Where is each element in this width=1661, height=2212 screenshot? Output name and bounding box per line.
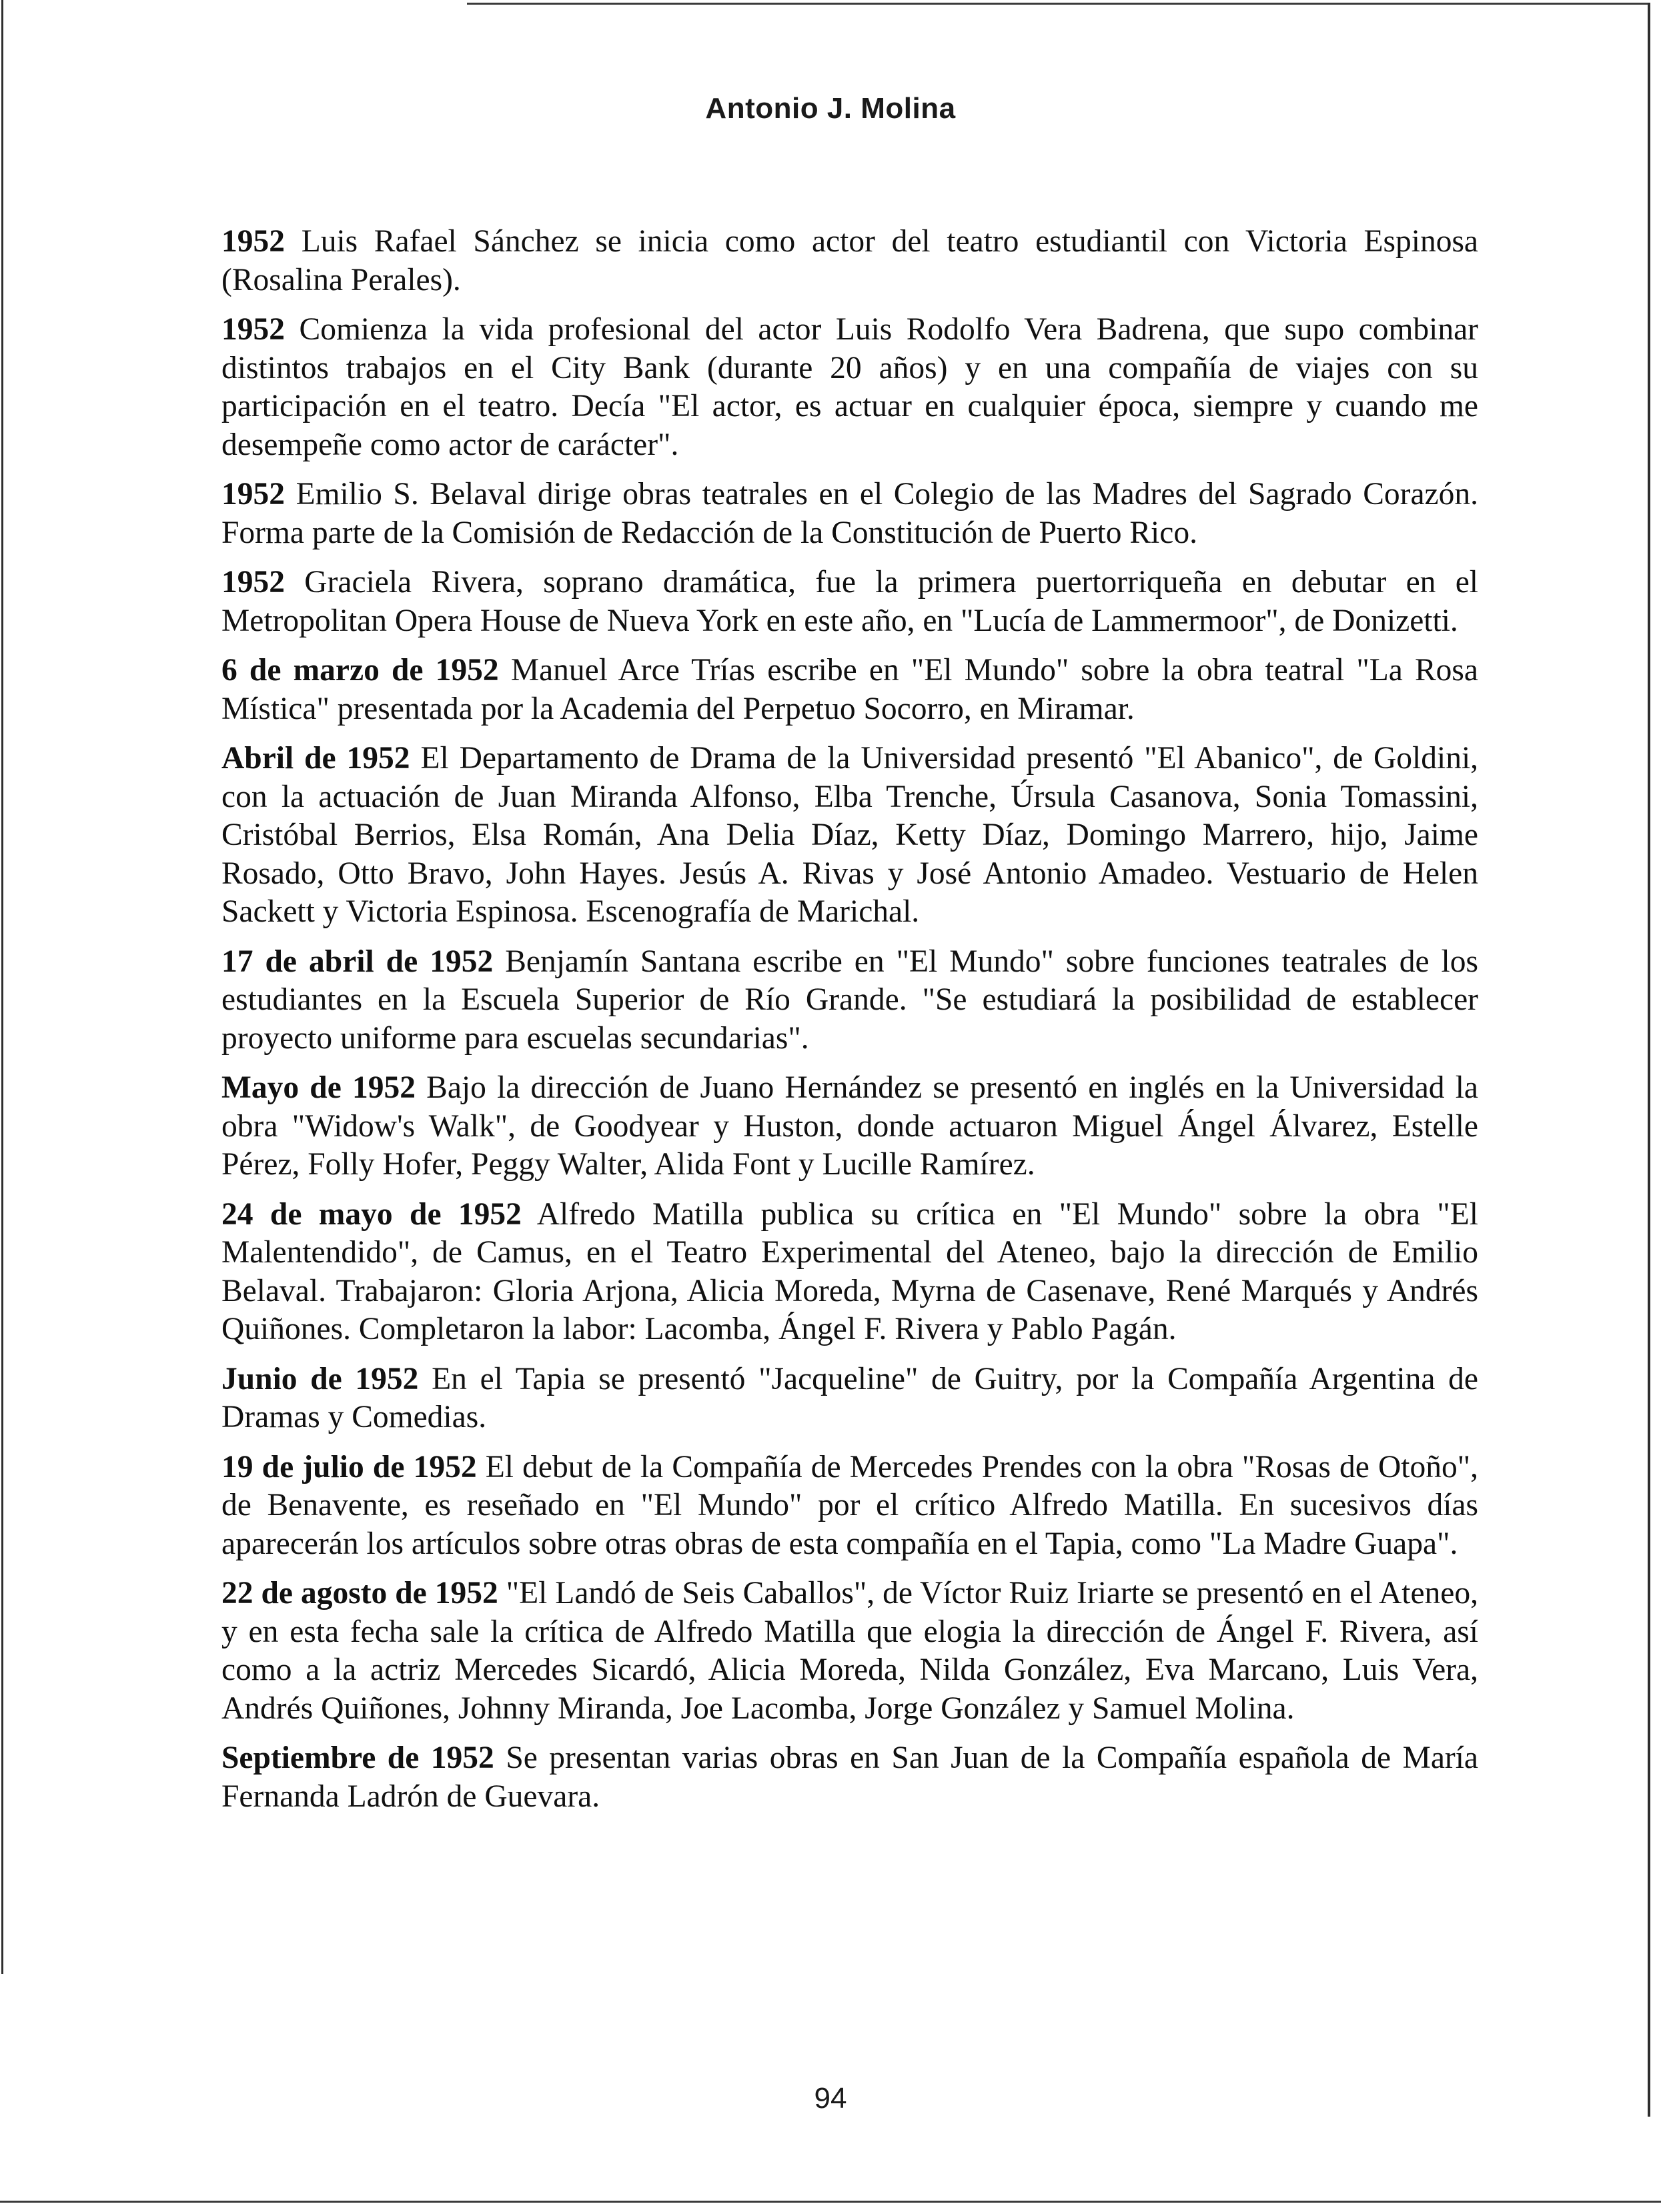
chronology-entry: [221, 1739, 1478, 1816]
entry-text: Se presentan varias obras en San Juan de la Compañía española de María Fernanda Ladrón de Guevara.: [221, 1741, 1479, 1814]
entry-date: 19 de julio de 1952: [221, 1449, 477, 1484]
chronology-entry: [221, 1574, 1478, 1728]
entry-text: Bajo la dirección de Juano Hernández se presentó en inglés en la Universidad la obra "Widow's Walk", de Goodyear y Huston, donde actuaron Miguel Ángel Álvarez, Estelle Pérez, Folly Hofer, Peggy Walter, Alida Font y Lucille Ramírez.: [221, 1070, 1479, 1182]
entry-text: "El Landó de Seis Caballos", de Víctor Ruiz Iriarte se presentó en el Ateneo, y en esta fecha sale la crítica de Alfredo Matilla que elogia la dirección de Ángel F. Rivera, así como a la actriz Mercedes Sicardó, Alicia Moreda, Nilda González, Eva Marcano, Luis Vera, Andrés Quiñones, Johnny Miranda, Joe Lacomba, Jorge González y Samuel Molina.: [221, 1576, 1478, 1726]
entry-date: 17 de abril de 1952: [221, 944, 494, 979]
chronology-entry: [221, 223, 1478, 299]
entry-date: Mayo de 1952: [221, 1070, 416, 1105]
entry-text: Graciela Rivera, soprano dramática, fue la primera puertorriqueña en debutar en el Metropolitan Opera House de Nueva York en este año, en "Lucía de Lammermoor", de Donizetti.: [221, 565, 1478, 638]
top-border-rule: [467, 3, 1648, 5]
entry-text: Benjamín Santana escribe en "El Mundo" sobre funciones teatrales de los estudiantes en la Escuela Superior de Río Grande. "Se estudiará la posibilidad de establecer proyecto uniforme para escuelas secundarias".: [221, 944, 1478, 1056]
entry-date: 1952: [221, 565, 285, 600]
bottom-border-rule: [0, 2201, 1661, 2203]
entry-date: Abril de 1952: [221, 741, 410, 776]
chronology-entry: [221, 1196, 1478, 1349]
entry-date: 1952: [221, 224, 285, 259]
chronology-entry: [221, 1360, 1478, 1437]
chronology-body: [221, 223, 1478, 1827]
entry-text: En el Tapia se presentó "Jacqueline" de Guitry, por la Compañía Argentina de Dramas y Comedias.: [221, 1361, 1478, 1434]
chronology-entry: [221, 475, 1478, 552]
entry-text: Luis Rafael Sánchez se inicia como actor del teatro estudiantil con Victoria Espinosa (Rosalina Perales).: [221, 224, 1479, 297]
entry-date: 22 de agosto de 1952: [221, 1576, 498, 1610]
entry-date: 24 de mayo de 1952: [221, 1196, 522, 1232]
entry-text: Alfredo Matilla publica su crítica en "El Mundo" sobre la obra "El Malentendido", de Camus, en el Teatro Experimental del Ateneo, bajo la dirección de Emilio Belaval. Trabajaron: Gloria Arjona, Alicia Moreda, Myrna de Casenave, René Marqués y Andrés Quiñones. Completaron la labor: Lacomba, Ángel F. Rivera y Pablo Pagán.: [221, 1196, 1478, 1346]
entry-text: El Departamento de Drama de la Universidad presentó "El Abanico", de Goldini, con la actuación de Juan Miranda Alfonso, Elba Trenche, Úrsula Casanova, Sonia Tomassini, Cristóbal Berrios, Elsa Román, Ana Delia Díaz, Ketty Díaz, Domingo Marrero, hijo, Jaime Rosado, Otto Bravo, John Hayes. Jesús A. Rivas y José Antonio Amadeo. Vestuario de Helen Sackett y Victoria Espinosa. Escenografía de Marichal.: [221, 741, 1479, 929]
entry-text: Manuel Arce Trías escribe en "El Mundo" sobre la obra teatral "La Rosa Mística" presentada por la Academia del Perpetuo Socorro, en Miramar.: [221, 653, 1478, 726]
running-header: Antonio J. Molina: [705, 92, 956, 125]
chronology-entry: [221, 1448, 1478, 1564]
chronology-entry: [221, 1069, 1478, 1184]
entry-text: Comienza la vida profesional del actor Luis Rodolfo Vera Badrena, que supo combinar distintos trabajos en el City Bank (durante 20 años) y en una compañía de viajes con su participación en el teatro. Decía "El actor, es actuar en cualquier época, siempre y cuando me desempeñe como actor de carácter".: [221, 312, 1479, 462]
entry-text: Emilio S. Belaval dirige obras teatrales en el Colegio de las Madres del Sagrado Corazón. Forma parte de la Comisión de Redacción de la Constitución de Puerto Rico.: [221, 477, 1478, 550]
entry-date: 1952: [221, 477, 285, 511]
entry-date: 6 de marzo de 1952: [221, 653, 499, 688]
chronology-entry: [221, 564, 1478, 640]
chronology-entry: [221, 652, 1478, 728]
entry-date: Junio de 1952: [221, 1361, 419, 1396]
entry-date: 1952: [221, 312, 285, 347]
page-number: 94: [814, 2082, 847, 2115]
left-border-rule: [1, 0, 3, 1974]
chronology-entry: [221, 943, 1478, 1058]
entry-text: El debut de la Compañía de Mercedes Prendes con la obra "Rosas de Otoño", de Benavente, es reseñado en "El Mundo" por el crítico Alfredo Matilla. En sucesivos días aparecerán los artículos sobre otras obras de esta compañía en el Tapia, como "La Madre Guapa".: [221, 1449, 1479, 1561]
chronology-entry: [221, 740, 1478, 932]
right-border-rule: [1648, 3, 1650, 2117]
chronology-entry: [221, 311, 1478, 464]
entry-date: Septiembre de 1952: [221, 1741, 494, 1775]
